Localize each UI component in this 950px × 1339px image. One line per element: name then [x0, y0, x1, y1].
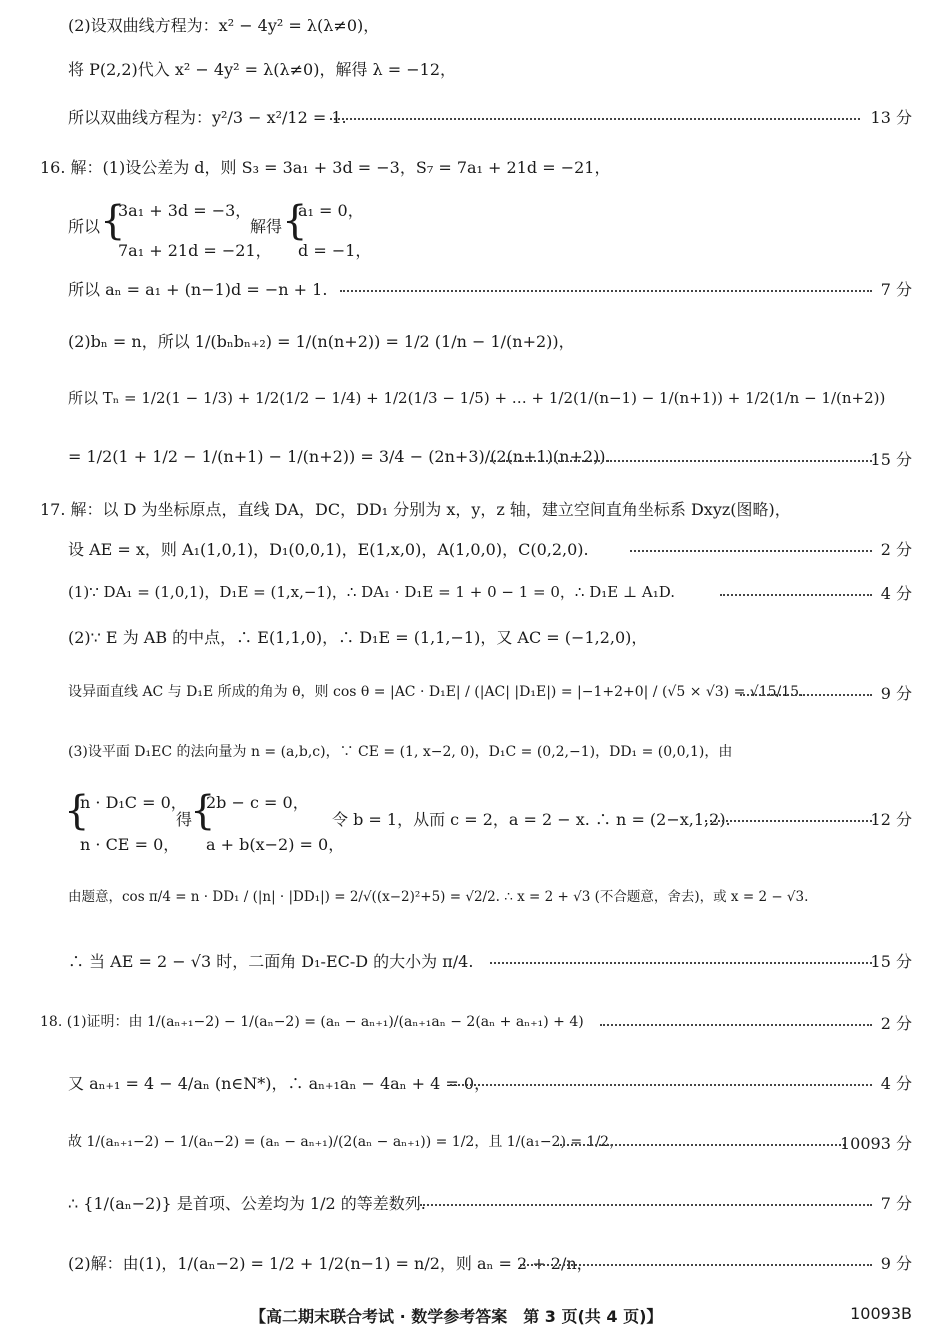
line-3: [0, 108, 950, 127]
line-text: (1)∵ DA₁ = (1,0,1)，D₁E = (1,x,−1)，∴ DA₁ · D₁E = 1 + 0 − 1 = 0，∴ D₁E ⊥ A₁D.: [68, 583, 675, 601]
line-text: ∴ 当 AE = 2 − √3 时，二面角 D₁‑EC‑D 的大小为 π/4.: [68, 952, 474, 971]
score: 13 分: [870, 108, 912, 127]
left-brace: {: [282, 198, 308, 244]
line-4: [0, 158, 950, 177]
line-15: [0, 744, 950, 760]
dot-leader: [630, 550, 872, 552]
line-text: 18. (1)证明：由 1/(aₙ₊₁−2) − 1/(aₙ−2) = (aₙ − aₙ₊₁)/(aₙ₊₁aₙ − 2(aₙ + aₙ₊₁) + 4): [40, 1014, 584, 1030]
line-17: [0, 889, 950, 905]
line-text: (2)解：由(1)，1/(aₙ−2) = 1/2 + 1/2(n−1) = n/2，则 aₙ = 2 + 2/n，: [68, 1254, 593, 1273]
dot-leader: [720, 594, 872, 596]
score: 4 分: [880, 584, 912, 603]
dot-leader: [520, 1264, 872, 1266]
line-13: [0, 628, 950, 647]
line-text: 设 AE = x，则 A₁(1,0,1)，D₁(0,0,1)，E(1,x,0)，A(1,0,0)，C(0,2,0).: [68, 540, 589, 559]
score: 7 分: [880, 280, 912, 299]
dot-leader: [490, 962, 872, 964]
score: 15 分: [870, 450, 912, 469]
score: 2 分: [880, 540, 912, 559]
footer-code: 10093B: [850, 1304, 912, 1323]
line-text: (2)bₙ = n，所以 1/(bₙbₙ₊₂) = 1/(n(n+2)) = 1/2 (1/n − 1/(n+2))，: [68, 332, 575, 351]
score: 12 分: [870, 810, 912, 829]
line-8: [0, 389, 950, 407]
line-18: [0, 952, 950, 971]
line-text: = 1/2(1 + 1/2 − 1/(n+1) − 1/(n+2)) = 3/4 − (2n+3)/(2(n+1)(n+2)).: [68, 447, 611, 466]
score: 10093 分: [840, 1134, 912, 1153]
line-6: [0, 280, 950, 299]
line-text: 将 P(2,2)代入 x² − 4y² = λ(λ≠0)，解得 λ = −12，: [68, 60, 457, 79]
line-21: [0, 1134, 950, 1153]
line-11: [0, 540, 950, 559]
line-1: [0, 16, 950, 35]
footer-title: 【高二期末联合考试 · 数学参考答案 第 3 页(共 4 页)】: [250, 1307, 663, 1326]
dot-leader: [330, 118, 860, 120]
so-label: 所以: [68, 217, 101, 236]
eq-line: 7a₁ + 21d = −21，: [118, 241, 272, 260]
line-22: [0, 1194, 950, 1213]
line-text: (2)∵ E 为 AB 的中点，∴ E(1,1,0)，∴ D₁E = (1,1,−1)，又 AC = (−1,2,0)，: [68, 628, 648, 647]
line-text: 所以双曲线方程为：y²/3 − x²/12 = 1.: [68, 108, 347, 127]
score: 4 分: [880, 1074, 912, 1093]
eq-line: 3a₁ + 3d = −3，: [118, 201, 252, 220]
dot-leader: [420, 1204, 872, 1206]
line-text: 令 b = 1，从而 c = 2，a = 2 − x. ∴ n = (2−x,1,2).: [332, 810, 731, 829]
line-text: 又 aₙ₊₁ = 4 − 4/aₙ (n∈N*)，∴ aₙ₊₁aₙ − 4aₙ + 4 = 0，: [68, 1074, 491, 1093]
line-text: 故 1/(aₙ₊₁−2) − 1/(aₙ−2) = (aₙ − aₙ₊₁)/(2(aₙ − aₙ₊₁)) = 1/2，且 1/(a₁−2) = 1/2，: [68, 1134, 624, 1150]
solve-label: 解得: [250, 217, 283, 236]
line-text: ∴ {1/(aₙ−2)} 是首项、公差均为 1/2 的等差数列.: [68, 1194, 426, 1213]
eq-line: d = −1，: [298, 241, 372, 260]
line-2: [0, 60, 950, 79]
line-7: [0, 332, 950, 351]
equation-system-17: [0, 788, 950, 854]
left-brace: {: [190, 788, 216, 834]
line-12: [0, 583, 950, 603]
dot-leader: [450, 1084, 872, 1086]
line-23: [0, 1254, 950, 1273]
line-text: 设异面直线 AC 与 D₁E 所成的角为 θ，则 cos θ = |AC · D₁E| / (|AC| |D₁E|) = |−1+2+0| / (√5 × √3) = √15/15.: [68, 684, 804, 700]
dot-leader: [600, 1024, 872, 1026]
line-text: 所以 aₙ = a₁ + (n−1)d = −n + 1.: [68, 280, 328, 299]
eq-line: 2b − c = 0，: [206, 793, 309, 812]
dot-leader: [490, 460, 872, 462]
left-brace: {: [64, 788, 90, 834]
score: 15 分: [870, 952, 912, 971]
score: 2 分: [880, 1014, 912, 1033]
line-text: 16. 解：(1)设公差为 d，则 S₃ = 3a₁ + 3d = −3，S₇ = 7a₁ + 21d = −21，: [40, 158, 611, 177]
equation-system-16: [0, 198, 950, 260]
line-19: [0, 1014, 950, 1033]
eq-line: a + b(x−2) = 0，: [206, 835, 345, 854]
line-20: [0, 1074, 950, 1093]
score: 9 分: [880, 684, 912, 703]
dot-leader: [705, 820, 872, 822]
line-10: [0, 500, 950, 519]
line-text: 17. 解：以 D 为坐标原点，直线 DA，DC，DD₁ 分别为 x，y，z 轴，建立空间直角坐标系 Dxyz(图略)，: [40, 500, 791, 519]
score: 9 分: [880, 1254, 912, 1273]
eq-line: n · D₁C = 0，: [80, 793, 187, 812]
line-text: (2)设双曲线方程为：x² − 4y² = λ(λ≠0)，: [68, 16, 380, 35]
line-text: (3)设平面 D₁EC 的法向量为 n = (a,b,c)，∵ CE = (1, x−2, 0)，D₁C = (0,2,−1)，DD₁ = (0,0,1)，由: [68, 744, 733, 760]
line-9: [0, 447, 950, 469]
score: 7 分: [880, 1194, 912, 1213]
left-brace: {: [100, 198, 126, 244]
dot-leader: [560, 1144, 845, 1146]
line-14: [0, 684, 950, 703]
line-text: 由题意，cos π/4 = n · DD₁ / (|n| · |DD₁|) = 2/√((x−2)²+5) = √2/2. ∴ x = 2 + √3 (不合题意，舍去)，或 x = 2 − √3.: [68, 889, 809, 905]
eq-line: n · CE = 0，: [80, 835, 180, 854]
dot-leader: [740, 694, 872, 696]
dot-leader: [340, 290, 872, 292]
eq-line: a₁ = 0，: [298, 201, 364, 220]
get-label: 得: [176, 810, 193, 829]
line-text: 所以 Tₙ = 1/2(1 − 1/3) + 1/2(1/2 − 1/4) + 1/2(1/3 − 1/5) + … + 1/2(1/(n−1) − 1/(n+1)) + 1/2(1/n − 1/(n+2)): [68, 389, 886, 407]
